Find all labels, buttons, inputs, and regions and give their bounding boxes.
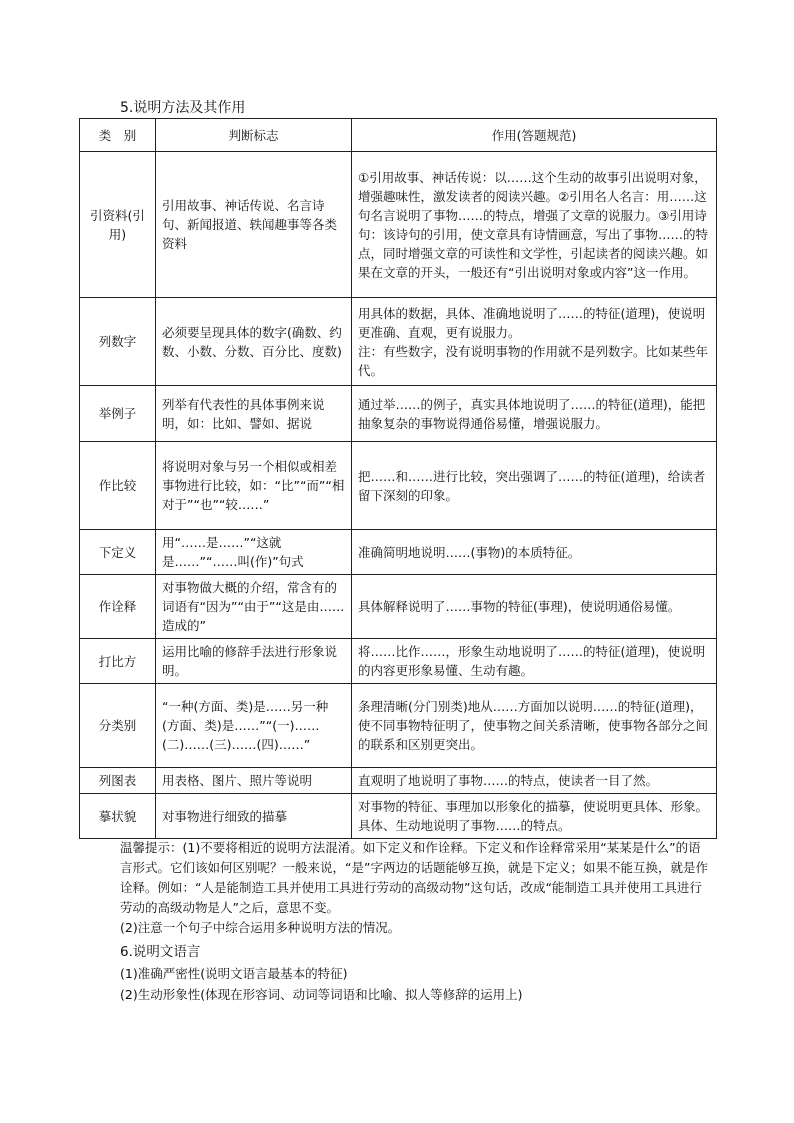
row-effect: 将……比作……，形象生动地说明了……的特征(道理)，使说明的内容更形象易懂、生动有趣。 bbox=[352, 639, 717, 684]
table-row bbox=[80, 575, 717, 639]
row-indicator: 用“……是……”“这就是……”“……叫(作)”句式 bbox=[156, 530, 352, 575]
section-6-item-2: (2)生动形象性(体现在形容词、动词等词语和比喻、拟人等修辞的运用上) bbox=[120, 987, 523, 1002]
row-effect: 通过举……的例子，真实具体地说明了……的特征(道理)，能把抽象复杂的事物说得通俗易懂，增强说服力。 bbox=[352, 386, 717, 442]
tips-paragraph-1: 温馨提示：(1)不要将相近的说明方法混淆。如下定义和作诠释。下定义和作诠释常采用“某某是什么”的语言形式。它们该如何区别呢？一般来说，“是”字两边的话题能够互换，就是下定义；如果不能互换，就是作诠释。例如：“人是能制造工具并使用工具进行劳动的高级动物”这句话，改成“能制造工具并使用工具进行劳动的高级动物是人”之后，意思不变。 bbox=[120, 840, 708, 915]
row-indicator: 引用故事、神话传说、名言诗句、新闻报道、轶闻趣事等各类资料 bbox=[156, 152, 352, 298]
section-6 bbox=[120, 942, 710, 1005]
row-indicator: 列举有代表性的具体事例来说明，如：比如、譬如、据说 bbox=[156, 386, 352, 442]
row-effect: 对事物的特征、事理加以形象化的描摹，使说明更具体、形象。具体、生动地说明了事物……的特点。 bbox=[352, 794, 717, 839]
row-effect-note: 注：有些数字，没有说明事物的作用就不是列数字。比如某些年代。 bbox=[358, 343, 709, 378]
row-category: 作诠释 bbox=[80, 575, 156, 639]
table-row bbox=[80, 386, 717, 442]
table-row bbox=[80, 794, 717, 839]
table-row bbox=[80, 768, 717, 794]
table-row bbox=[80, 298, 717, 386]
row-indicator: 必须要呈现具体的数字(确数、约数、小数、分数、百分比、度数) bbox=[156, 298, 352, 386]
row-indicator: 用表格、图片、照片等说明 bbox=[156, 768, 352, 794]
section-5-title: 5.说明方法及其作用 bbox=[120, 100, 246, 116]
header-indicator: 判断标志 bbox=[156, 119, 352, 152]
methods-table bbox=[79, 118, 717, 839]
row-category: 下定义 bbox=[80, 530, 156, 575]
row-indicator: 将说明对象与另一个相似或相差事物进行比较，如：“比”“而”“相对于”“也”“较……” bbox=[156, 442, 352, 530]
header-effect: 作用(答题规范) bbox=[352, 119, 717, 152]
row-indicator: “一种(方面、类)是……另一种(方面、类)是……”“(一)……(二)……(三)……(四)……” bbox=[156, 684, 352, 768]
tips-paragraph-2: (2)注意一个句子中综合运用多种说明方法的情况。 bbox=[120, 920, 401, 935]
table-row bbox=[80, 530, 717, 575]
table-header-row bbox=[80, 119, 717, 152]
row-indicator: 对事物做大概的介绍，常含有的词语有“因为”“由于”“这是由……造成的” bbox=[156, 575, 352, 639]
row-effect: 把……和……进行比较，突出强调了……的特征(道理)，给读者留下深刻的印象。 bbox=[352, 442, 717, 530]
header-category: 类 别 bbox=[80, 119, 156, 152]
row-indicator: 对事物进行细致的描摹 bbox=[156, 794, 352, 839]
row-category: 举例子 bbox=[80, 386, 156, 442]
row-effect: ①引用故事、神话传说：以……这个生动的故事引出说明对象，增强趣味性，激发读者的阅读兴趣。②引用名人名言：用……这句名言说明了事物……的特点，增强了文章的说服力。③引用诗句：该诗句的引用，使文章具有诗情画意，写出了事物……的特点，同时增强文章的可读性和文学性，引起读者的阅读兴趣。如果在文章的开头，一般还有“引出说明对象或内容”这一作用。 bbox=[352, 152, 717, 298]
table-row bbox=[80, 684, 717, 768]
row-category: 列数字 bbox=[80, 298, 156, 386]
section-6-title: 6.说明文语言 bbox=[120, 944, 201, 960]
row-category: 列图表 bbox=[80, 768, 156, 794]
row-indicator: 运用比喻的修辞手法进行形象说明。 bbox=[156, 639, 352, 684]
section-6-item-1: (1)准确严密性(说明文语言最基本的特征) bbox=[120, 966, 348, 981]
tips-section bbox=[120, 838, 710, 938]
row-category: 摹状貌 bbox=[80, 794, 156, 839]
row-effect: 具体解释说明了……事物的特征(事理)，使说明通俗易懂。 bbox=[352, 575, 717, 639]
row-effect bbox=[352, 298, 717, 386]
row-category: 作比较 bbox=[80, 442, 156, 530]
row-effect: 条理清晰(分门别类)地从……方面加以说明……的特征(道理)，使不同事物特征明了，使事物之间关系清晰，使事物各部分之间的联系和区别更突出。 bbox=[352, 684, 717, 768]
row-effect: 准确简明地说明……(事物)的本质特征。 bbox=[352, 530, 717, 575]
row-category: 引资料(引用) bbox=[80, 152, 156, 298]
row-category: 打比方 bbox=[80, 639, 156, 684]
table-row bbox=[80, 639, 717, 684]
row-effect-main: 用具体的数据，具体、准确地说明了……的特征(道理)，使说明更准确、直观，更有说服力。 bbox=[358, 305, 706, 340]
table-row bbox=[80, 442, 717, 530]
table-row bbox=[80, 152, 717, 298]
row-category: 分类别 bbox=[80, 684, 156, 768]
row-effect: 直观明了地说明了事物……的特点，使读者一目了然。 bbox=[352, 768, 717, 794]
